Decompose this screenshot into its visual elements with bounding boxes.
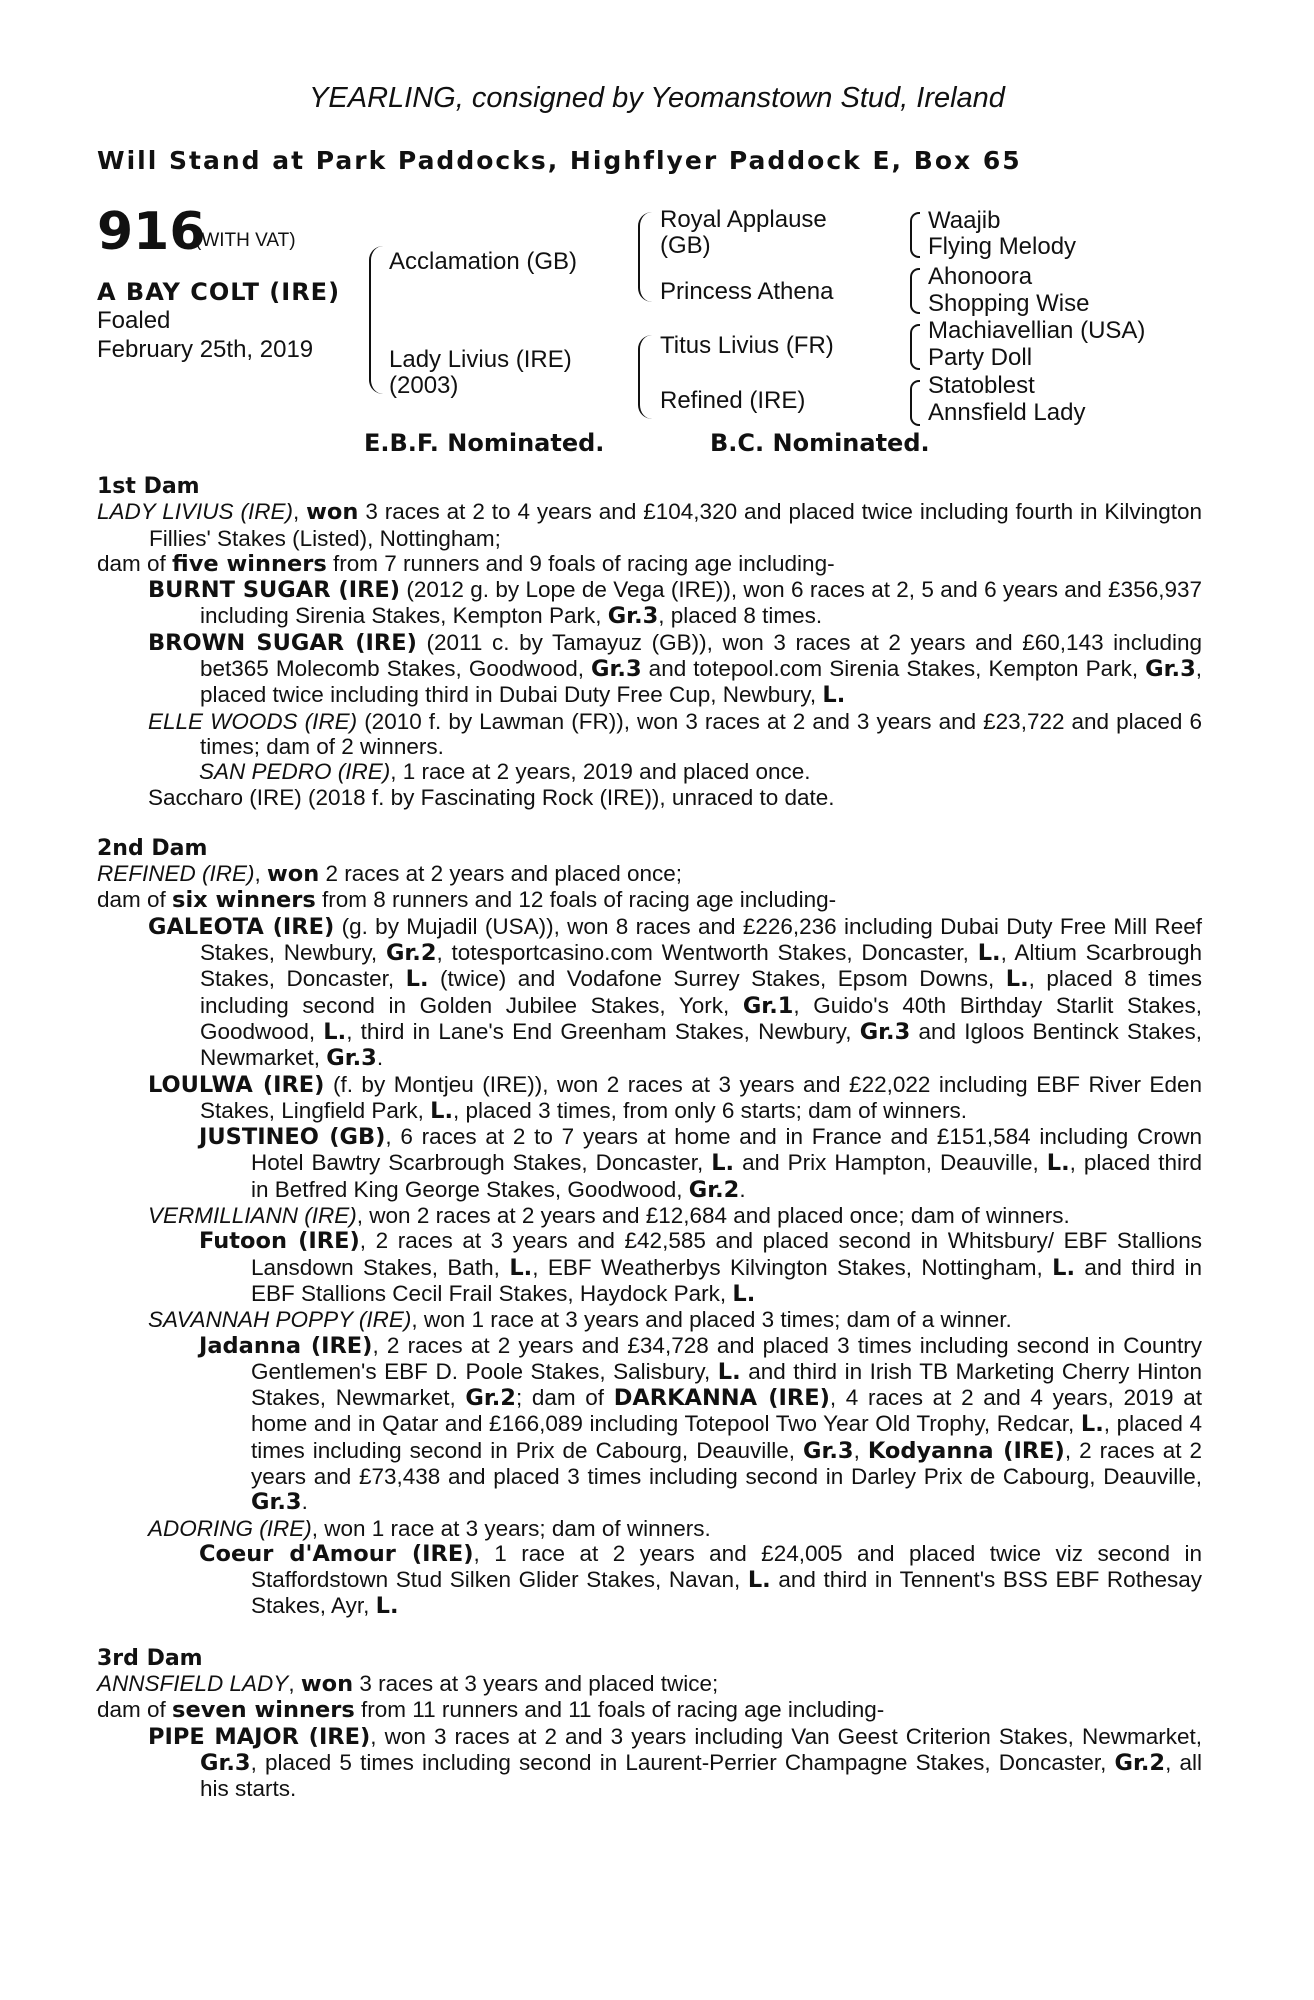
race-grade: L.: [977, 940, 1001, 967]
pedigree-gg-8: Annsfield Lady: [928, 399, 1086, 426]
pedigree-brace: [638, 212, 652, 302]
progeny-name: Kodyanna (IRE): [867, 1437, 1065, 1464]
grandprogeny-entry: [97, 1333, 1202, 1516]
race-grade: Gr.1: [742, 992, 794, 1019]
progeny-text: and Igloos Bentinck Stakes, Newmarket,: [200, 1018, 1202, 1071]
progeny-name: VERMILLIANN (IRE): [148, 1203, 357, 1229]
progeny-name: JUSTINEO (GB): [199, 1124, 386, 1151]
vat-note: (WITH VAT): [195, 230, 296, 251]
progeny-name: DARKANNA (IRE): [613, 1385, 830, 1412]
winners-count: five winners: [172, 550, 327, 577]
progeny-text: , 2 races at 3 years and £42,585 and placed second in Whitsbury/ EBF Stallions Lansdown Stakes, Bath,: [251, 1228, 1202, 1280]
pedigree-dam-sire: Titus Livius (FR): [660, 332, 834, 359]
race-grade: Gr.3: [200, 1749, 251, 1776]
progeny-text: (g. by Mujadil (USA)), won 8 races and £226,236 including Dubai Duty Free Mill Reef Stakes, Newbury,: [200, 913, 1202, 966]
progeny-entry: [97, 1307, 1202, 1332]
progeny-entry: Saccharo (IRE) (2018 f. by Fascinating Rock (IRE)), unraced to date.: [148, 784, 835, 810]
pedigree-brace: [910, 212, 920, 258]
race-grade: L.: [323, 1018, 347, 1045]
progeny-name: ADORING (IRE): [148, 1515, 312, 1541]
progeny-text: (2010 f. by Lawman (FR)), won 3 races at 2 and 3 years and £23,722 and placed 6 times; dam of 2 winners.: [200, 708, 1202, 759]
progeny-name: PIPE MAJOR (IRE): [148, 1723, 371, 1750]
progeny-entry: [97, 1072, 1202, 1125]
progeny-name: BROWN SUGAR (IRE): [148, 629, 417, 656]
progeny-name: Jadanna (IRE): [199, 1332, 373, 1359]
pedigree-brace: [910, 380, 920, 426]
race-grade: L.: [711, 1150, 735, 1177]
ebf-nomination: E.B.F. Nominated.: [364, 429, 605, 457]
second-dam-record: REFINED (IRE), won 2 races at 2 years and placed once;: [97, 861, 683, 888]
progeny-entry: [97, 1724, 1202, 1802]
second-dam-text: 2 races at 2 years and placed once;: [319, 861, 683, 887]
race-grade: L.: [717, 1358, 741, 1385]
race-grade: Gr.3: [251, 1489, 302, 1516]
race-grade: Gr.3: [1145, 656, 1196, 683]
second-dam-produce: [97, 887, 1202, 913]
progeny-entry: [97, 577, 1202, 630]
progeny-entry: [97, 1203, 1202, 1228]
progeny-text: (f. by Montjeu (IRE)), won 2 races at 3 years and £22,022 including EBF River Eden Stakes, Lingfield Park,: [200, 1071, 1202, 1123]
catalogue-heading: YEARLING, consigned by Yeomanstown Stud, Ireland: [309, 82, 1005, 114]
progeny-name: Coeur d'Amour (IRE): [199, 1540, 474, 1567]
progeny-text: , EBF Weatherbys Kilvington Stakes, Nottingham,: [532, 1254, 1053, 1280]
progeny-text: .: [739, 1176, 746, 1202]
progeny-text: , 1 race at 2 years, 2019 and placed once.: [390, 759, 811, 785]
pedigree-gg-3: Ahonoora: [928, 263, 1033, 290]
first-dam-produce: [97, 551, 1202, 577]
pedigree-brace: [910, 268, 920, 314]
pedigree-brace: [638, 335, 652, 419]
pedigree-dam-year: (2003): [389, 372, 459, 399]
produce-text: dam of: [97, 550, 173, 576]
first-dam-record: LADY LIVIUS (IRE), won 3 races at 2 to 4 years and £104,320 and placed twice including fourth in Kilvington Fillies' Stakes (Listed), Nottingham;: [97, 499, 1202, 551]
race-grade: Gr.2: [688, 1176, 740, 1203]
race-grade: L.: [1080, 1411, 1104, 1438]
progeny-entry: [97, 709, 1202, 760]
race-grade: Gr.3: [607, 603, 659, 630]
progeny-text: , placed 8 times including second in Golden Jubilee Stakes, York,: [200, 966, 1202, 1018]
race-grade: Gr.2: [1114, 1749, 1166, 1776]
progeny-text: , 4 races at 2 and 4 years, 2019 at home and in Qatar and £166,089 including Totepool Two Year Old Trophy, Redcar,: [251, 1385, 1202, 1437]
pedigree-sire: Acclamation (GB): [389, 248, 578, 275]
progeny-text: , placed 5 times including second in Laurent-Perrier Champagne Stakes, Doncaster,: [250, 1749, 1115, 1775]
pedigree-gg-6: Party Doll: [928, 344, 1033, 371]
progeny-text: and third in Irish TB Marketing Cherry Hinton Stakes, Newmarket,: [251, 1358, 1202, 1411]
progeny-entry: [97, 914, 1202, 1072]
progeny-text: , third in Lane's End Greenham Stakes, Newbury,: [346, 1018, 860, 1044]
race-grade: Gr.3: [591, 656, 642, 683]
pedigree-sire-sire-country: (GB): [660, 232, 711, 259]
progeny-text: , Altium Scarbrough Stakes, Doncaster,: [200, 940, 1202, 992]
race-grade: Gr.2: [385, 940, 437, 967]
progeny-text: , won 2 races at 2 years and £12,684 and placed once; dam of winners.: [356, 1203, 1070, 1229]
pedigree-gg-2: Flying Melody: [928, 233, 1077, 260]
lot-number: 916: [97, 202, 206, 262]
produce-text: dam of: [97, 887, 173, 913]
progeny-text: , won 1 race at 3 years; dam of winners.: [311, 1515, 711, 1541]
third-dam-record: ANNSFIELD LADY, won 3 races at 3 years and placed twice;: [97, 1671, 719, 1698]
progeny-text: , placed 4 times including second in Prix de Cabourg, Deauville,: [251, 1411, 1202, 1463]
race-grade: L.: [822, 682, 846, 709]
pedigree-gg-7: Statoblest: [928, 372, 1035, 399]
progeny-name: GALEOTA (IRE): [148, 913, 335, 940]
pedigree-brace: [910, 324, 920, 370]
grandprogeny-entry: [97, 1228, 1202, 1307]
progeny-text: .: [376, 1045, 384, 1071]
pedigree-dam-dam: Refined (IRE): [660, 387, 806, 414]
pedigree-sire-dam: Princess Athena: [660, 278, 834, 305]
progeny-text: ,: [853, 1437, 868, 1463]
progeny-text: and totepool.com Sirenia Stakes, Kempton Park,: [641, 656, 1146, 682]
bc-nomination: B.C. Nominated.: [710, 429, 930, 457]
produce-text: dam of: [97, 1697, 173, 1723]
won-label: won: [300, 1671, 354, 1698]
produce-text: from 7 runners and 9 foals of racing age including-: [326, 550, 835, 576]
progeny-text: , won 3 races at 2 and 3 years including Van Geest Criterion Stakes, Newmarket,: [370, 1723, 1202, 1749]
progeny-text: , 2 races at 2 years and £34,728 and placed 3 times including second in Country Gentlemen's EBF D. Poole Stakes, Salisbury,: [251, 1332, 1202, 1384]
progeny-text: , all his starts.: [200, 1749, 1202, 1802]
race-grade: Gr.3: [803, 1437, 854, 1464]
first-dam-heading: 1st Dam: [97, 474, 200, 499]
produce-text: from 8 runners and 12 foals of racing age including-: [315, 887, 837, 913]
pedigree-sire-sire: [660, 207, 827, 259]
third-dam-text: 3 races at 3 years and placed twice;: [353, 1671, 719, 1697]
progeny-text: ; dam of: [515, 1385, 614, 1411]
progeny-text: , won 1 race at 3 years and placed 3 times; dam of a winner.: [411, 1307, 1012, 1333]
race-grade: L.: [747, 1567, 771, 1594]
race-grade: L.: [509, 1254, 533, 1281]
third-dam-produce: [97, 1697, 1202, 1723]
progeny-name: SAVANNAH POPPY (IRE): [148, 1307, 412, 1333]
progeny-text: , placed 8 times.: [658, 603, 823, 629]
progeny-text: , placed 3 times, from only 6 starts; dam of winners.: [453, 1097, 967, 1123]
foaled-label: Foaled: [97, 307, 171, 334]
race-grade: Gr.2: [465, 1385, 516, 1412]
pedigree-gg-1: Waajib: [928, 207, 1001, 234]
progeny-name: LOULWA (IRE): [148, 1071, 325, 1098]
progeny-text: and Prix Hampton, Deauville,: [734, 1150, 1047, 1176]
progeny-text: , 2 races at 2 years and £73,438 and placed 3 times including second in Darley Prix de Cabourg, Deauville,: [251, 1437, 1203, 1489]
progeny-text: , Guido's 40th Birthday Starlit Stakes, Goodwood,: [200, 992, 1202, 1044]
progeny-text: (twice) and Vodafone Surrey Stakes, Epsom Downs,: [428, 966, 1006, 992]
progeny-entry: [97, 630, 1202, 709]
progeny-name: SAN PEDRO (IRE): [199, 759, 391, 785]
produce-record: [97, 474, 1202, 1802]
produce-text: from 11 runners and 11 foals of racing age including-: [354, 1697, 885, 1723]
progeny-text: , 6 races at 2 to 7 years at home and in France and £151,584 including Crown Hotel Bawtry Scarbrough Stakes, Doncaster,: [251, 1124, 1202, 1176]
pedigree-gg-4: Shopping Wise: [928, 290, 1090, 317]
foaled-info: [97, 306, 313, 364]
race-grade: L.: [1046, 1150, 1070, 1177]
second-dam-name: REFINED (IRE): [97, 861, 255, 887]
race-grade: L.: [1052, 1254, 1076, 1281]
progeny-name: Futoon (IRE): [199, 1228, 360, 1255]
race-grade: Gr.3: [859, 1018, 911, 1045]
race-grade: L.: [1005, 966, 1029, 993]
won-label: won: [267, 861, 320, 888]
progeny-name: BURNT SUGAR (IRE): [148, 577, 401, 604]
foaled-date: February 25th, 2019: [97, 336, 314, 363]
pedigree-sire-sire-name: Royal Applause: [660, 206, 827, 233]
race-grade: L.: [405, 966, 429, 993]
first-dam-text: 3 races at 2 to 4 years and £104,320 and placed twice including fourth in Kilvington Fillies' Stakes (Listed), Nottingham;: [149, 499, 1202, 551]
stand-location: Will Stand at Park Paddocks, Highflyer Paddock E, Box 65: [97, 146, 1022, 175]
winners-count: seven winners: [172, 1697, 355, 1724]
third-dam-heading: 3rd Dam: [97, 1645, 203, 1671]
progeny-text: , placed twice including third in Dubai Duty Free Cup, Newbury,: [200, 656, 1202, 708]
second-dam-heading: 2nd Dam: [97, 835, 208, 861]
progeny-text: , placed third in Betfred King George Stakes, Goodwood,: [251, 1150, 1202, 1202]
pedigree-dam: [389, 347, 572, 399]
progeny-entry: [97, 1516, 1202, 1541]
grandprogeny-entry: [97, 1124, 1202, 1203]
won-label: won: [306, 499, 359, 526]
progeny-text: and third in Tennent's BSS EBF Rothesay Stakes, Ayr,: [251, 1567, 1202, 1619]
first-dam-name: LADY LIVIUS (IRE): [97, 499, 293, 525]
lot-name: A BAY COLT (IRE): [97, 278, 341, 306]
winners-count: six winners: [172, 887, 316, 914]
third-dam-name: ANNSFIELD LADY: [97, 1671, 289, 1697]
progeny-text: (2012 g. by Lope de Vega (IRE)), won 6 races at 2, 5 and 6 years and £356,937 including Sirenia Stakes, Kempton Park,: [200, 577, 1202, 629]
progeny-text: , totesportcasino.com Wentworth Stakes, Doncaster,: [436, 940, 978, 966]
progeny-text: (2011 c. by Tamayuz (GB)), won 3 races at 2 years and £60,143 including bet365 Molecomb Stakes, Goodwood,: [200, 629, 1202, 682]
race-grade: L.: [430, 1097, 454, 1124]
progeny-name: ELLE WOODS (IRE): [148, 708, 358, 734]
race-grade: Gr.3: [326, 1045, 377, 1072]
pedigree-dam-name: Lady Livius (IRE): [389, 346, 572, 373]
race-grade: L.: [375, 1593, 399, 1620]
grandprogeny-entry: [97, 1541, 1202, 1620]
race-grade: L.: [732, 1280, 756, 1307]
pedigree-gg-5: Machiavellian (USA): [928, 317, 1146, 344]
grandprogeny-entry: [97, 759, 1202, 784]
progeny-text: .: [301, 1489, 308, 1515]
progeny-text: , 1 race at 2 years and £24,005 and placed twice viz second in Staffordstown Stud Silken Glider Stakes, Navan,: [251, 1540, 1202, 1593]
pedigree-brace: [369, 246, 383, 394]
progeny-text: and third in EBF Stallions Cecil Frail Stakes, Haydock Park,: [251, 1254, 1203, 1306]
